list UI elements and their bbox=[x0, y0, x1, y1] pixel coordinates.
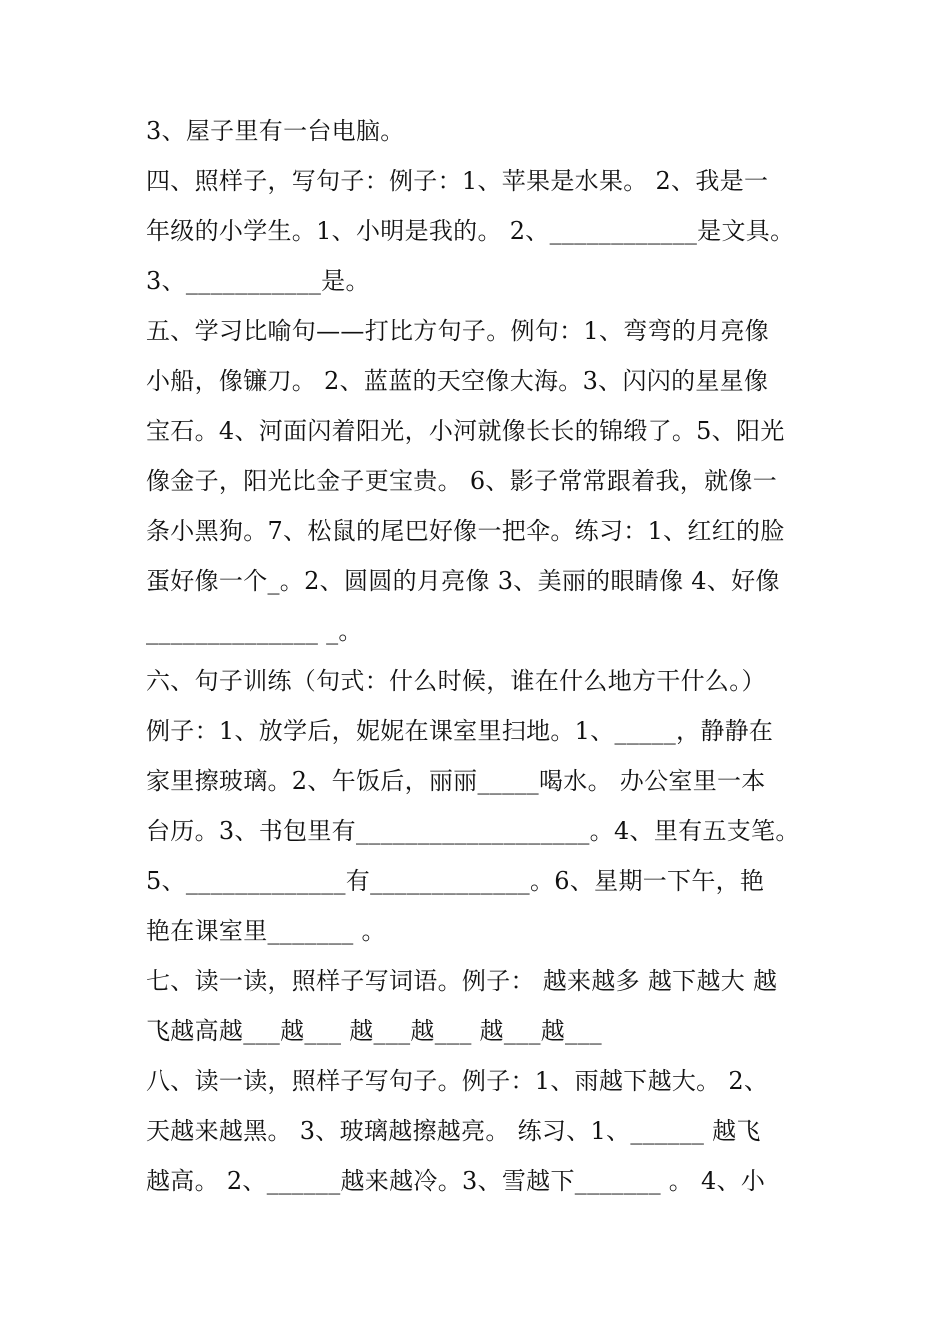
text-line: 飞越高越___越___ 越___越___ 越___越___ bbox=[146, 1017, 602, 1045]
text-line: 六、句子训练（句式：什么时候，谁在什么地方干什么。） bbox=[146, 667, 766, 695]
text-line: ______________ _。 bbox=[146, 617, 363, 645]
text-line: 天越来越黑。 3、玻璃越擦越亮。 练习、1、______ 越飞 bbox=[146, 1117, 761, 1145]
text-line: 艳在课室里_______ 。 bbox=[146, 917, 386, 945]
text-line: 例子：1、放学后，妮妮在课室里扫地。1、_____，静静在 bbox=[146, 717, 774, 745]
text-line: 3、屋子里有一台电脑。 bbox=[146, 117, 405, 145]
text-line: 蛋好像一个_。2、圆圆的月亮像 3、美丽的眼睛像 4、好像 bbox=[146, 567, 780, 595]
text-line: 越高。 2、______越来越冷。3、雪越下_______ 。 4、小 bbox=[146, 1167, 766, 1195]
text-line: 五、学习比喻句——打比方句子。例句：1、弯弯的月亮像 bbox=[146, 317, 770, 345]
text-line: 像金子，阳光比金子更宝贵。 6、影子常常跟着我，就像一 bbox=[146, 467, 777, 495]
text-line: 小船，像镰刀。 2、蓝蓝的天空像大海。3、闪闪的星星像 bbox=[146, 367, 769, 395]
text-line: 宝石。4、河面闪着阳光，小河就像长长的锦缎了。5、阳光 bbox=[146, 417, 785, 445]
text-line: 5、_____________有_____________。6、星期一下午，艳 bbox=[146, 867, 765, 895]
text-line: 台历。3、书包里有___________________。4、里有五支笔。 bbox=[146, 817, 800, 845]
text-line: 七、读一读，照样子写词语。例子： 越来越多 越下越大 越 bbox=[146, 967, 778, 995]
text-line: 3、___________是。 bbox=[146, 267, 370, 295]
text-line: 条小黑狗。7、松鼠的尾巴好像一把伞。练习：1、红红的脸 bbox=[146, 517, 785, 545]
text-line: 家里擦玻璃。2、午饭后，丽丽_____喝水。 办公室里一本 bbox=[146, 767, 766, 795]
text-line: 四、照样子，写句子：例子：1、苹果是水果。 2、我是一 bbox=[146, 167, 769, 195]
text-line: 年级的小学生。1、小明是我的。 2、____________是文具。 bbox=[146, 217, 795, 245]
text-line: 八、读一读，照样子写句子。例子：1、雨越下越大。 2、 bbox=[146, 1067, 769, 1095]
